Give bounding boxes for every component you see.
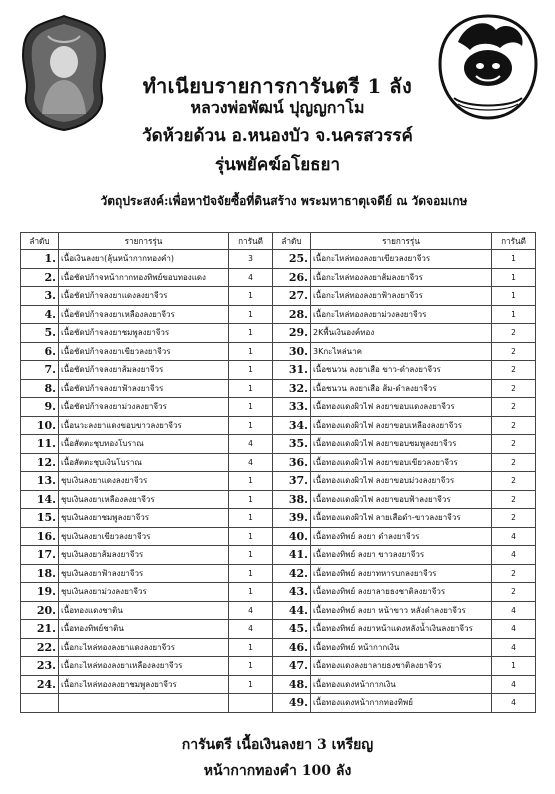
table-row [21, 379, 536, 398]
item-guarantee: 1 [229, 379, 273, 398]
item-number: 34. [273, 416, 311, 435]
item-guarantee: 1 [229, 527, 273, 546]
item-guarantee: 1 [229, 583, 273, 602]
item-name: เนื้อกะไหล่ทองลงยาส้มลงยาจีวร [311, 268, 492, 287]
item-guarantee: 1 [229, 657, 273, 676]
item-number: 16. [21, 527, 59, 546]
table-row [21, 453, 536, 472]
item-number: 2. [21, 268, 59, 287]
item-name: ชุบเงินลงยาเหลืองลงยาจีวร [59, 490, 229, 509]
page-title: ทำเนียบรายการการันตรี 1 ลัง [142, 74, 413, 98]
item-number: 4. [21, 305, 59, 324]
item-number: 38. [273, 490, 311, 509]
empty-cell [229, 694, 273, 713]
item-number: 32. [273, 379, 311, 398]
item-number: 36. [273, 453, 311, 472]
item-name: เนื้อทองแดงผิวไฟ ลายเสือดำ-ขาวลงยาจีวร [311, 509, 492, 528]
item-guarantee: 4 [492, 601, 536, 620]
item-guarantee: 2 [492, 453, 536, 472]
table-row [21, 620, 536, 639]
item-guarantee: 2 [492, 583, 536, 602]
item-name: เนื้อนวะลงยาแดงขอบขาวลงยาจีวร [59, 416, 229, 435]
item-guarantee: 2 [492, 324, 536, 343]
item-name: เนื้อชัดปก้าจหน้ากากทองทิพย์ขอบทองแดง [59, 268, 229, 287]
item-name: เนื้อชัดปก้าจลงยาฟ้าลงยาจีวร [59, 379, 229, 398]
item-guarantee: 2 [492, 564, 536, 583]
item-name: ชุบเงินลงยาฟ้าลงยาจีวร [59, 564, 229, 583]
item-name: เนื้อทองแดงหน้ากากเงิน [311, 675, 492, 694]
item-guarantee: 1 [229, 638, 273, 657]
item-guarantee: 2 [492, 379, 536, 398]
item-name: เนื้อชัดปก้าจลงยาแดงลงยาจีวร [59, 287, 229, 306]
item-name: เนื้อกะไหล่ทองลงยาฟ้าลงยาจีวร [311, 287, 492, 306]
item-guarantee: 1 [229, 675, 273, 694]
col-qty-header: การันตี [492, 233, 536, 250]
item-name: เนื้อชนวน ลงยาเสือ ส้ม-ดำลงยาจีวร [311, 379, 492, 398]
item-number: 31. [273, 361, 311, 380]
item-guarantee: 1 [229, 287, 273, 306]
item-guarantee: 4 [492, 694, 536, 713]
table-row [21, 527, 536, 546]
item-name: ชุบเงินลงยาม่วงลงยาจีวร [59, 583, 229, 602]
table-row [21, 638, 536, 657]
item-number: 42. [273, 564, 311, 583]
item-guarantee: 1 [492, 305, 536, 324]
item-number: 22. [21, 638, 59, 657]
item-guarantee: 1 [229, 361, 273, 380]
item-name: เนื้อทองแดงผิวไฟ ลงยาขอบฟ้าลงยาจีวร [311, 490, 492, 509]
item-guarantee: 1 [229, 472, 273, 491]
item-guarantee: 2 [492, 472, 536, 491]
item-name: เนื้อทองทิพย์ ลงยา ขาวลงยาจีวร [311, 546, 492, 565]
item-guarantee: 4 [492, 546, 536, 565]
item-guarantee: 1 [229, 546, 273, 565]
item-guarantee: 2 [492, 509, 536, 528]
item-name: 3Kกะไหล่นาค [311, 342, 492, 361]
item-number: 13. [21, 472, 59, 491]
item-name: เนื้อชนวน ลงยาเสือ ขาว-ดำลงยาจีวร [311, 361, 492, 380]
item-name: ชุบเงินลงยาแดงลงยาจีวร [59, 472, 229, 491]
item-name: เนื้อทองแดงชาติน [59, 601, 229, 620]
item-guarantee: 4 [229, 435, 273, 454]
item-guarantee: 4 [229, 268, 273, 287]
item-name: เนื้อทองทิพย์ ลงยาหน้าแดงหลังน้ำเงินลงยาจีวร [311, 620, 492, 639]
item-guarantee: 1 [492, 268, 536, 287]
table-row [21, 509, 536, 528]
item-guarantee: 1 [229, 342, 273, 361]
item-number: 29. [273, 324, 311, 343]
document-header [0, 0, 555, 230]
table-row [21, 675, 536, 694]
item-name: เนื้อทองแดงผิวไฟ ลงยาขอบชมพูลงยาจีวร [311, 435, 492, 454]
item-number: 23. [21, 657, 59, 676]
item-number: 47. [273, 657, 311, 676]
item-name: เนื้อกะไหล่ทองลงยาชมพูลงยาจีวร [59, 675, 229, 694]
item-name: เนื้อกะไหล่ทองลงยาเหลืองลงยาจีวร [59, 657, 229, 676]
item-number: 1. [21, 250, 59, 269]
item-number: 7. [21, 361, 59, 380]
item-number: 9. [21, 398, 59, 417]
item-name: ชุบเงินลงยาชมพูลงยาจีวร [59, 509, 229, 528]
item-guarantee: 1 [229, 398, 273, 417]
item-guarantee: 4 [229, 601, 273, 620]
item-number: 12. [21, 453, 59, 472]
table-row [21, 361, 536, 380]
item-number: 27. [273, 287, 311, 306]
item-number: 6. [21, 342, 59, 361]
table-row [21, 268, 536, 287]
item-name: เนื้อทองแดงผิวไฟ ลงยาขอบเขียวลงยาจีวร [311, 453, 492, 472]
item-number: 25. [273, 250, 311, 269]
table-row [21, 472, 536, 491]
item-guarantee: 1 [229, 305, 273, 324]
empty-cell [21, 694, 59, 713]
item-name: เนื้อชัดปก้าจลงยาเขียวลงยาจีวร [59, 342, 229, 361]
table-row [21, 398, 536, 417]
table-row [21, 564, 536, 583]
item-number: 49. [273, 694, 311, 713]
table-row [21, 694, 536, 713]
item-name: เนื้อทองทิพย์ ลงยาทหารบกลงยาจีวร [311, 564, 492, 583]
table-row [21, 490, 536, 509]
item-guarantee: 2 [492, 435, 536, 454]
item-name: เนื้อทองแดงผิวไฟ ลงยาขอบแดงลงยาจีวร [311, 398, 492, 417]
item-number: 18. [21, 564, 59, 583]
table-row [21, 250, 536, 269]
footer-line-1: การันตรี เนื้อเงินลงยา 3 เหรียญ [181, 737, 374, 753]
item-number: 43. [273, 583, 311, 602]
series-name: รุ่นพยัคฆ์อโยธยา [214, 155, 341, 175]
col-item-header: รายการรุ่น [311, 233, 492, 250]
item-number: 21. [21, 620, 59, 639]
item-number: 39. [273, 509, 311, 528]
item-guarantee: 1 [492, 250, 536, 269]
item-name: เนื้อกะไหล่ทองลงยาม่วงลงยาจีวร [311, 305, 492, 324]
item-guarantee: 1 [229, 324, 273, 343]
item-guarantee: 1 [492, 287, 536, 306]
guarantee-table [20, 232, 536, 713]
item-number: 11. [21, 435, 59, 454]
item-name: เนื้อทองทิพย์ ลงยา หน้าขาว หลังดำลงยาจีวร [311, 601, 492, 620]
item-guarantee: 2 [492, 342, 536, 361]
col-item-header: รายการรุ่น [59, 233, 229, 250]
item-number: 40. [273, 527, 311, 546]
item-number: 44. [273, 601, 311, 620]
item-number: 41. [273, 546, 311, 565]
item-name: เนื้อกะไหล่ทองลงยาเขียวลงยาจีวร [311, 250, 492, 269]
item-guarantee: 4 [492, 675, 536, 694]
table-row [21, 657, 536, 676]
item-name: เนื้อทองแดงลงยาลายธงชาติลงยาจีวร [311, 657, 492, 676]
item-guarantee: 4 [492, 527, 536, 546]
item-name: เนื้อสัตตะชุบทองโบราณ [59, 435, 229, 454]
item-guarantee: 1 [229, 416, 273, 435]
item-name: เนื้อทองทิพย์ ลงยา ดำลงยาจีวร [311, 527, 492, 546]
item-guarantee: 4 [492, 638, 536, 657]
item-number: 33. [273, 398, 311, 417]
item-name: 2Kพื้นเงินองค์ทอง [311, 324, 492, 343]
item-number: 46. [273, 638, 311, 657]
item-number: 10. [21, 416, 59, 435]
table-header-row [21, 233, 536, 250]
item-guarantee: 1 [229, 564, 273, 583]
table-row [21, 583, 536, 602]
item-number: 26. [273, 268, 311, 287]
item-guarantee: 1 [492, 657, 536, 676]
item-guarantee: 2 [492, 416, 536, 435]
item-number: 15. [21, 509, 59, 528]
table-row [21, 435, 536, 454]
item-guarantee: 2 [492, 490, 536, 509]
item-name: เนื้อชัดปก้าจลงยาส้มลงยาจีวร [59, 361, 229, 380]
item-guarantee: 1 [229, 509, 273, 528]
item-guarantee: 2 [492, 398, 536, 417]
item-number: 35. [273, 435, 311, 454]
item-name: เนื้อเงินลงยา(ลุ้นหน้ากากทองคำ) [59, 250, 229, 269]
table-row [21, 305, 536, 324]
item-number: 28. [273, 305, 311, 324]
table-row [21, 342, 536, 361]
item-number: 3. [21, 287, 59, 306]
table-row [21, 416, 536, 435]
purpose-text: วัตถุประสงค์:เพื่อหาปัจจัยซื้อที่ดินสร้าง พระมหาธาตุเจดีย์ ณ วัดจอมเกษ [100, 194, 468, 208]
footer-line-2: หน้ากากทองคำ 100 ลัง [203, 763, 352, 779]
item-name: เนื้อทองทิพย์ หน้ากากเงิน [311, 638, 492, 657]
item-number: 17. [21, 546, 59, 565]
item-guarantee: 2 [492, 361, 536, 380]
item-name: เนื้อทองทิพย์ ลงยาลายธงชาติลงยาจีวร [311, 583, 492, 602]
col-no-header: ลำดับ [21, 233, 59, 250]
item-name: เนื้อทองทิพย์ชาติน [59, 620, 229, 639]
item-number: 5. [21, 324, 59, 343]
item-number: 48. [273, 675, 311, 694]
table-row [21, 287, 536, 306]
temple-name: วัดห้วยด้วน อ.หนองบัว จ.นครสวรรค์ [142, 126, 413, 146]
item-name: ชุบเงินลงยาส้มลงยาจีวร [59, 546, 229, 565]
item-name: เนื้อทองแดงผิวไฟ ลงยาขอบม่วงลงยาจีวร [311, 472, 492, 491]
table-row [21, 324, 536, 343]
item-number: 45. [273, 620, 311, 639]
item-number: 37. [273, 472, 311, 491]
col-qty-header: การันตี [229, 233, 273, 250]
item-guarantee: 4 [229, 620, 273, 639]
empty-cell [59, 694, 229, 713]
item-guarantee: 1 [229, 490, 273, 509]
table-row [21, 601, 536, 620]
table-row [21, 546, 536, 565]
item-name: เนื้อทองแดงผิวไฟ ลงยาขอบเหลืองลงยาจีวร [311, 416, 492, 435]
item-number: 14. [21, 490, 59, 509]
item-guarantee: 3 [229, 250, 273, 269]
item-number: 24. [21, 675, 59, 694]
item-name: ชุบเงินลงยาเขียวลงยาจีวร [59, 527, 229, 546]
item-name: เนื้อชัดปก้าจลงยาเหลืองลงยาจีวร [59, 305, 229, 324]
col-no-header: ลำดับ [273, 233, 311, 250]
item-number: 20. [21, 601, 59, 620]
item-name: เนื้อสัตตะชุบเงินโบราณ [59, 453, 229, 472]
item-guarantee: 4 [492, 620, 536, 639]
item-number: 8. [21, 379, 59, 398]
item-number: 19. [21, 583, 59, 602]
item-number: 30. [273, 342, 311, 361]
item-name: เนื้อกะไหล่ทองลงยาแดงลงยาจีวร [59, 638, 229, 657]
item-guarantee: 4 [229, 453, 273, 472]
item-name: เนื้อทองแดงหน้ากากทองทิพย์ [311, 694, 492, 713]
monk-name: หลวงพ่อพัฒน์ ปุญญกาโม [190, 98, 365, 117]
item-name: เนื้อชัดปก้าจลงยาม่วงลงยาจีวร [59, 398, 229, 417]
item-name: เนื้อชัดปก้าจลงยาชมพูลงยาจีวร [59, 324, 229, 343]
